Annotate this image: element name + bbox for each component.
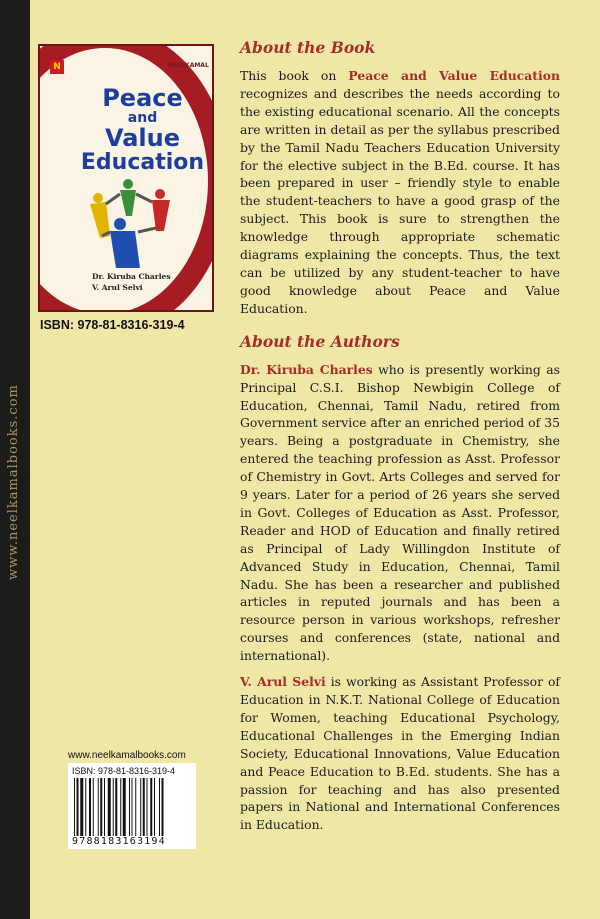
cover-title-and: and bbox=[127, 110, 158, 127]
about-authors-heading: About the Authors bbox=[240, 331, 400, 351]
barcode-isbn: ISBN: 978-81-8316-319-4 bbox=[72, 766, 176, 776]
barcode-bars bbox=[72, 778, 192, 836]
author2-paragraph bbox=[240, 673, 560, 834]
cover-title-value: Value bbox=[104, 123, 181, 152]
publisher-logo-icon: N bbox=[50, 60, 64, 74]
dancing-figures-icon bbox=[80, 176, 180, 271]
barcode-website: www.neelkamalbooks.com bbox=[68, 750, 186, 761]
cover-thumbnail bbox=[38, 44, 214, 312]
about-book-highlight: Peace and Value Education bbox=[348, 68, 560, 83]
author1-name: Dr. Kiruba Charles bbox=[240, 361, 373, 377]
author2-name: V. Arul Selvi bbox=[240, 674, 326, 690]
barcode-digits: 9788183163194 bbox=[72, 836, 166, 847]
cover-title-peace: Peace bbox=[102, 84, 183, 112]
author1-bio: who is presently working as Principal C.S.I. Bishop Newbigin College of Education, Chennai, Tamil Nadu, retired from Government service after an enriched period of 35 years. Being a postgraduate in Chemistry, she entered the teaching profession as Asst. Professor of Chemistry in Govt. Arts Colleges and served for 9 years. Later for a period of 26 years she served in Govt. Colleges of Education as Asst. Professor, Reader and HOD of Education and finally retired as Principal of Lady Willingdon Institute of Advanced Study in Education, Chennai, Tamil Nadu. She has been a researcher and published articles in reputed journals and has been a resource person in various workshops, refresher courses and conferences (state, national and international). bbox=[240, 361, 560, 664]
cover-title bbox=[70, 86, 214, 174]
spine-website: www.neelkamalbooks.com bbox=[6, 384, 21, 580]
barcode-block bbox=[68, 750, 196, 849]
author2-bio: is working as Assistant Professor of Education in N.K.T. National College of Education for Women, teaching Educational Psychology, Educational Challenges in the Emerging Indian Society, Educational Innovations, Value Education and Peace Education to B.Ed. students. She has a passion for teaching and has also presented papers in National and International Conferences in Education. bbox=[240, 674, 560, 833]
cover-authors bbox=[92, 271, 171, 294]
author1-paragraph bbox=[240, 361, 560, 665]
about-book-heading: About the Book bbox=[240, 38, 376, 57]
cover-author-2: V. Arul Selvi bbox=[92, 283, 143, 293]
isbn-label: ISBN: 978-81-8316-319-4 bbox=[40, 318, 185, 332]
about-book-text-before: This book on bbox=[240, 68, 349, 83]
cover-publisher: NEELKAMAL bbox=[168, 62, 209, 69]
about-book-text-after: recognizes and describes the needs according to the existing educational scenario. All the concepts are written in detail as per the syllabus prescribed by the Tamil Nadu Teachers Education University for the elective subject in the B.Ed. course. It has been prepared in user – friendly style to enable the student-teachers to have a good grasp of the subject. This book is sure to strengthen the knowledge through appropriate schematic diagrams explaining the concepts. Thus, the text can be utilized by any student-teacher to have good knowledge about Peace and Value Education. bbox=[240, 85, 560, 316]
cover-author-1: Dr. Kiruba Charles bbox=[92, 272, 171, 281]
about-book-paragraph bbox=[240, 67, 560, 318]
text-column bbox=[240, 38, 560, 834]
cover-title-education: Education bbox=[80, 150, 205, 176]
barcode-box bbox=[68, 763, 196, 849]
